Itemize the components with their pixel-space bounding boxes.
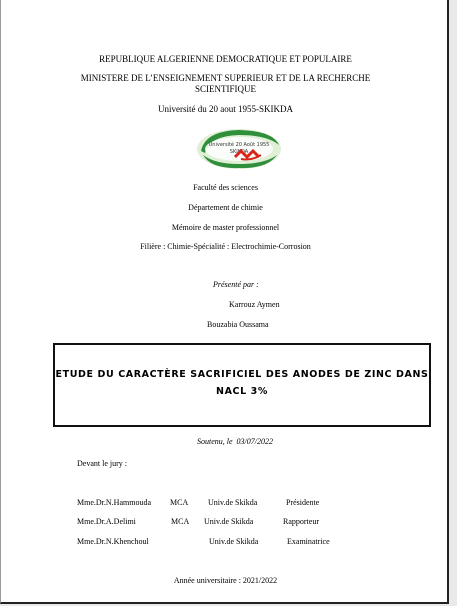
thesis-title-box	[53, 343, 431, 427]
jury-institution-3: Univ.de Skikda	[209, 537, 259, 546]
defense-date-label: Soutenu, le	[197, 437, 233, 446]
memoir-type: Mémoire de master professionnel	[171, 223, 280, 232]
university-name: Université du 20 aout 1955-SKIKDA	[158, 104, 293, 114]
defense-date-value: 03/07/2022	[236, 437, 273, 446]
jury-grade-2: MCA	[171, 517, 190, 526]
faculty-name: Faculté des sciences	[193, 183, 258, 192]
ministry-heading-line2: SCIENTIFIQUE	[195, 84, 256, 94]
ministry-heading-line1: MINISTERE DE L’ENSEIGNEMENT SUPERIEUR ET DE LA RECHERCHE	[80, 73, 371, 83]
thesis-title-line2: NACL 3%	[216, 386, 268, 397]
jury-name-1: Mme.Dr.N.Hammouda	[77, 498, 151, 507]
jury-role-1: Présidente	[286, 498, 320, 507]
logo-text-top: Université 20 Août 1955	[208, 142, 270, 148]
jury-grade-1: MCA	[170, 498, 189, 507]
logo-text-bottom: SKIKDA	[229, 149, 249, 155]
jury-institution-1: Univ.de Skikda	[208, 498, 258, 507]
jury-name-3: Mme.Dr.N.Khenchoul	[77, 537, 149, 546]
field-specialty: Filière : Chimie-Spécialité : Electrochimie-Corrosion	[140, 242, 311, 251]
academic-year: Année universitaire : 2021/2022	[173, 576, 278, 585]
jury-role-3: Examinatrice	[287, 537, 330, 546]
author-2: Bouzabia Oussama	[207, 320, 269, 329]
jury-role-2: Rapporteur	[283, 517, 319, 526]
jury-name-2: Mme.Dr.A.Delimi	[77, 517, 136, 526]
author-1: Karrouz Aymen	[229, 300, 280, 309]
thesis-title-line1: ETUDE DU CARACTÈRE SACRIFICIEL DES ANODES DE ZINC DANS	[55, 369, 429, 380]
department-name: Département de chimie	[188, 203, 263, 212]
jury-label: Devant le jury :	[77, 459, 127, 468]
presented-by-label: Présenté par :	[213, 280, 259, 289]
jury-institution-2: Univ.de Skikda	[204, 517, 254, 526]
republic-heading: REPUBLIQUE ALGERIENNE DEMOCRATIQUE ET POPULAIRE	[99, 54, 352, 64]
university-logo	[195, 127, 283, 171]
defense-date	[197, 437, 273, 446]
